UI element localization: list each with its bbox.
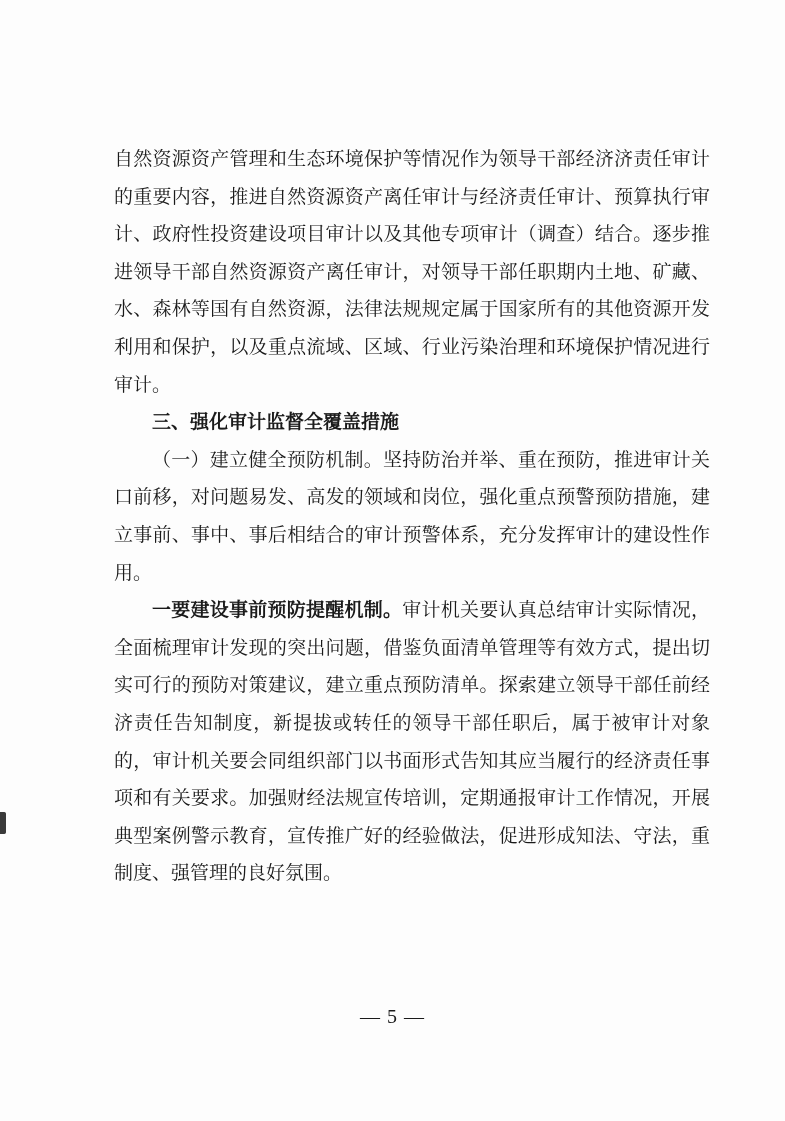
paragraph-reminder-mechanism	[114, 592, 710, 893]
scan-edge-mark	[0, 812, 6, 834]
paragraph-lead-phrase: 一要建设事前预防提醒机制。	[152, 599, 403, 622]
page-number: — 5 —	[360, 1006, 425, 1028]
document-body	[114, 141, 710, 893]
paragraph-continuation: 自然资源资产管理和生态环境保护等情况作为领导干部经济济责任审计的重要内容，推进自然资源资产离任审计与经济责任审计、预算执行审计、政府性投资建设项目审计以及其他专项审计（调查）结合。逐步推进领导干部自然资源资产离任审计，对领导干部任职期内土地、矿藏、水、森林等国有自然资源，法律法规规定属于国家所有的其他资源开发利用和保护，以及重点流域、区域、行业污染治理和环境保护情况进行审计。	[114, 148, 710, 396]
paragraph-body-text: 审计机关要认真总结审计实际情况，全面梳理审计发现的突出问题，借鉴负面清单管理等有效方式，提出切实可行的预防对策建议，建立重点预防清单。探索建立领导干部任前经济责任告知制度，新提拔或转任的领导干部任职后，属于被审计对象的，审计机关要会同组织部门以书面形式告知其应当履行的经济责任事项和有关要求。加强财经法规宣传培训，定期通报审计工作情况，开展典型案例警示教育，宣传推广好的经验做法，促进形成知法、守法，重制度、强管理的良好氛围。	[114, 599, 710, 885]
paragraph-prevention-mechanism: （一）建立健全预防机制。坚持防治并举、重在预防，推进审计关口前移，对问题易发、高发的领域和岗位，强化重点预警预防措施，建立事前、事中、事后相结合的审计预警体系，充分发挥审计的建设性作用。	[114, 448, 710, 584]
section-heading: 三、强化审计监督全覆盖措施	[152, 411, 400, 434]
